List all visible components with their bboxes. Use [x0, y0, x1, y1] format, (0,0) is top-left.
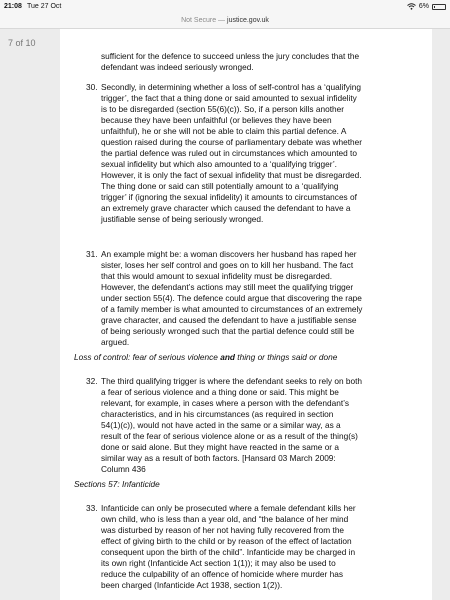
- text-line: question raised during the course of parliamentary debate was whether: [101, 137, 363, 147]
- text-line: Column 436: [101, 464, 146, 474]
- text-line: the partial defence was ruled out in circumstances which amounted to: [101, 148, 357, 158]
- text-line: The third qualifying trigger is where the defendant seeks to rely on both: [101, 376, 363, 386]
- security-label: Not Secure —: [181, 17, 228, 24]
- address-bar[interactable]: [0, 13, 450, 29]
- text-line: that this would amount to sexual infidelity must be disregarded.: [101, 271, 333, 281]
- paragraph-31: [101, 249, 419, 348]
- text-line: an extremely grave character which caused the defendant to have a: [101, 203, 351, 213]
- text-line: done or said alone. But they might have reacted in the same or a: [101, 442, 339, 452]
- text-line: been charged (Infanticide Act 1938, section 1(2)).: [101, 580, 283, 590]
- text-line: However, it is only the fact of sexual infidelity that must be disregarded.: [101, 170, 362, 180]
- text-line: characteristics, and in his circumstances (as required in section: [101, 409, 334, 419]
- heading-text: thing or things said or done: [234, 352, 338, 362]
- page-counter: 7 of 10: [8, 38, 36, 48]
- section-heading: [74, 352, 337, 363]
- text-line: Secondly, in determining whether a loss of self-control has a ‘qualifying: [101, 82, 361, 92]
- text-line: own child, who is less than a year old, and “the balance of her mind: [101, 514, 349, 524]
- text-line: grave character, and caused the defendant to have a justifiable sense: [101, 315, 357, 325]
- document-page: [60, 29, 432, 600]
- paragraph-number: 32.: [86, 376, 98, 386]
- text-line: because they have been unfaithful (or believes they have been: [101, 115, 332, 125]
- paragraph-33: [101, 503, 419, 591]
- paragraph-number: 30.: [86, 82, 98, 92]
- paragraph-number: 33.: [86, 503, 98, 513]
- text-line: is to be disregarded (section 55(6)(c)). So, if a person kills another: [101, 104, 345, 114]
- text-line: defendant was indeed seriously wronged.: [101, 62, 254, 72]
- section-heading: Sections 57: Infanticide: [74, 479, 160, 489]
- text-line: of a family member is what amounted to circumstances of an extremely: [101, 304, 363, 314]
- text-line: reduce the culpability of an offence of homicide where murder has: [101, 569, 343, 579]
- battery-icon: [432, 4, 446, 10]
- status-date: Tue 27 Oct: [27, 3, 62, 10]
- text-line: result of the fear of serious violence alone or as a result of the thing(s): [101, 431, 358, 441]
- text-line: argued.: [101, 337, 130, 347]
- url-domain: justice.gov.uk: [227, 17, 269, 24]
- text-line: sufficient for the defence to succeed unless the jury concludes that the: [101, 51, 360, 61]
- text-line: consequent upon the birth of the child”. Infanticide may be charged in: [101, 547, 356, 557]
- text-line: under section 55(4). The defence could argue that discovering the rape: [101, 293, 362, 303]
- battery-percent: 6%: [418, 3, 429, 10]
- text-line: a fear of serious violence and a thing done or said. This might be: [101, 387, 339, 397]
- text-line: trigger’, the fact that a thing done or said amounted to sexual infidelity: [101, 93, 357, 103]
- text-line: of being seriously wronged such that the partial defence could still be: [101, 326, 355, 336]
- text-line: relevant, for example, in cases where a person with the defendant’s: [101, 398, 349, 408]
- text-line: unfaithful), he or she will not be able to claim this partial defence. A: [101, 126, 347, 136]
- paragraph-number: 31.: [86, 249, 98, 259]
- paragraph-32: [101, 376, 419, 475]
- text-line: justifiable sense of being seriously wronged.: [101, 214, 264, 224]
- intro-paragraph: [101, 51, 419, 73]
- paragraph-30: [101, 82, 419, 225]
- status-indicators: [407, 0, 446, 13]
- text-line: sister, loses her self control and goes on to kill her husband. The fact: [101, 260, 354, 270]
- text-line: its own right (Infanticide Act section 1(1)); it may also be used to: [101, 558, 336, 568]
- text-line: Infanticide can only be prosecuted where a female defendant kills her: [101, 503, 356, 513]
- heading-text: Loss of control: fear of serious violence: [74, 352, 221, 362]
- text-line: 54(1)(c)), would not have acted in the same or a similar way, as a: [101, 420, 341, 430]
- text-line: sexual infidelity but which also amounted to a ‘qualifying trigger’.: [101, 159, 337, 169]
- text-line: effect of giving birth to the child or by reason of the effect of lactation: [101, 536, 352, 546]
- wifi-icon: [407, 3, 416, 10]
- text-line: was disturbed by reason of her not having fully recovered from the: [101, 525, 345, 535]
- text-line: similar way as a result of both factors. [Hansard 03 March 2009:: [101, 453, 336, 463]
- text-line: The thing done or said can still potentially amount to a ‘qualifying: [101, 181, 339, 191]
- text-line: An example might be: a woman discovers her husband has raped her: [101, 249, 357, 259]
- text-line: However, the defendant’s actions may still meet the qualifying trigger: [101, 282, 354, 292]
- status-time: 21:08: [4, 3, 22, 10]
- text-line: trigger’ if (ignoring the sexual infidelity) it amounts to circumstances of: [101, 192, 357, 202]
- heading-emphasis: and: [220, 352, 235, 362]
- status-bar: [0, 0, 450, 13]
